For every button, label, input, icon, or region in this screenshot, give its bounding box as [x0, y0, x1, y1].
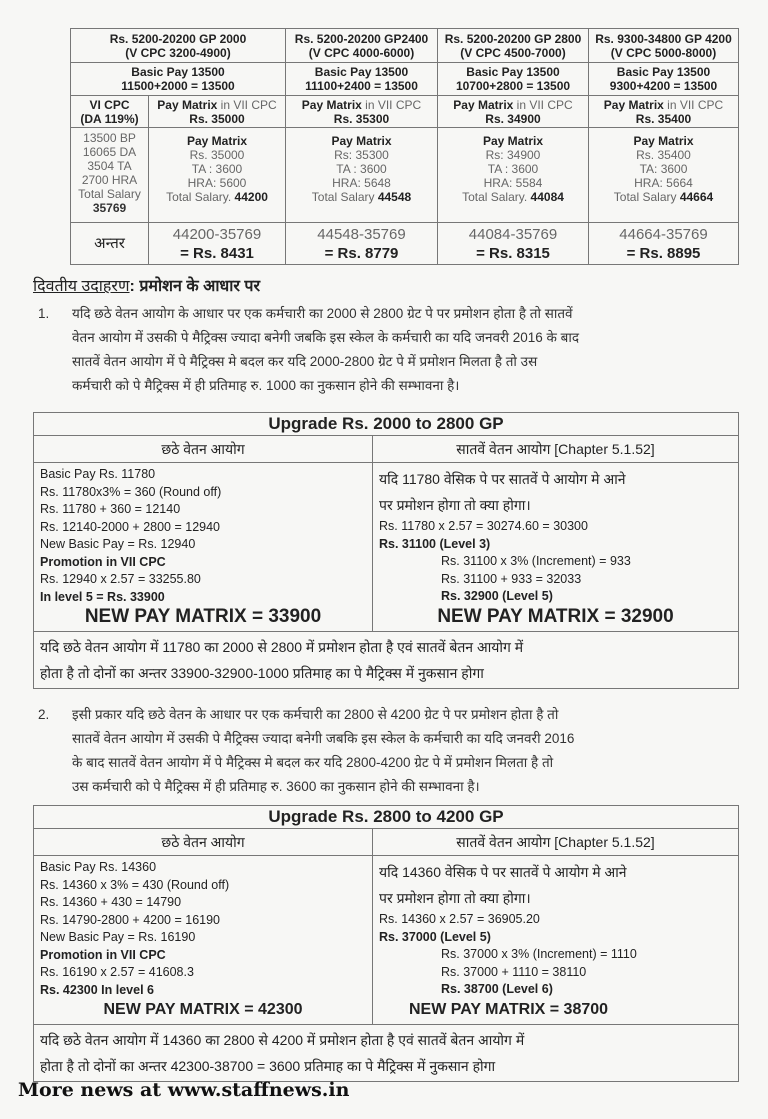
salary-detail-cell: Pay Matrix Rs. 35400 TA: 3600 HRA: 5664 Total Salary 44664: [589, 128, 739, 223]
pay-matrix-cell: Pay Matrix in VII CPC Rs. 35300: [286, 96, 438, 128]
vii-cpc-calculation: यदि 11780 वेसिक पे पर सातवें पे आयोग मे आने पर प्रमोशन होगा तो क्या होगा। Rs. 11780 x 2.57 = 30274.60 = 30300 Rs. 31100 (Level 3) Rs. 31100 x 3% (Increment) = 933 Rs. 31100 + 933 = 32033 Rs. 32900 (Level 5) NEW PAY MATRIX = 32900: [373, 463, 739, 632]
vii-cpc-column-header: सातवें वेतन आयोग [Chapter 5.1.52]: [373, 436, 739, 463]
vi-cpc-column-header: छठे वेतन आयोग: [34, 436, 373, 463]
paragraph-2: 2. इसी प्रकार यदि छठे वेतन के आधार पर एक कर्मचारी का 2800 से 4200 ग्रेट पे पर प्रमोशन होता है तो सातवें वेतन आयोग में उसकी पे मैट्रिक्स ज्यादा बनेगी जबकि इस स्केल के कर्मचारी का यदि जनवरी 2016 के बाद सातवें वेतन आयोग में पे मैट्रिक्स मे बदल कर यदि 2800-4200 ग्रेट पे में प्रमोशन मिलता है तो उस कर्मचारी को पे मैट्रिक्स में ही प्रतिमाह रु. 3600 का नुकसान होने की सम्भावना है।: [30, 703, 730, 799]
table-conclusion: यदि छठे वेतन आयोग में 14360 का 2800 से 4200 में प्रमोशन होता है एवं सातवें बेतन आयोग में होता है तो दोनों का अन्तर 42300-38700 = 3600 प्रतिमाह का पे मैट्रिक्स में नुकसान होगा: [34, 1025, 739, 1082]
new-pay-matrix: NEW PAY MATRIX = 38700: [409, 1000, 609, 1018]
difference-cell: 44200-35769 = Rs. 8431: [149, 223, 286, 265]
new-pay-matrix: NEW PAY MATRIX = 33900: [84, 606, 322, 627]
scale-header: Rs. 5200-20200 GP 2800 (V CPC 4500-7000): [438, 29, 589, 63]
difference-cell: 44664-35769 = Rs. 8895: [589, 223, 739, 265]
table-title: Upgrade Rs. 2800 to 4200 GP: [34, 806, 739, 829]
basic-pay-cell: Basic Pay 13500 11500+2000 = 13500: [71, 63, 286, 96]
scale-header: Rs. 9300-34800 GP 4200 (V CPC 5000-8000): [589, 29, 739, 63]
basic-pay-cell: Basic Pay 13500 9300+4200 = 13500: [589, 63, 739, 96]
table-conclusion: यदि छठे वेतन आयोग में 11780 का 2000 से 2800 में प्रमोशन होता है एवं सातवें बेतन आयोग में होता है तो दोनों का अन्तर 33900-32900-1000 प्रतिमाह का पे मैट्रिक्स में नुकसान होगा: [34, 632, 739, 689]
upgrade-2800-4200-table: [33, 805, 739, 1082]
vii-cpc-column-header: सातवें वेतन आयोग [Chapter 5.1.52]: [373, 829, 739, 856]
new-pay-matrix: NEW PAY MATRIX = 42300: [103, 1001, 303, 1018]
basic-pay-cell: Basic Pay 13500 11100+2400 = 13500: [286, 63, 438, 96]
new-pay-matrix: NEW PAY MATRIX = 32900: [437, 605, 674, 627]
vi-cpc-detail: 13500 BP 16065 DA 3504 TA 2700 HRA Total Salary 35769: [71, 128, 149, 223]
salary-detail-cell: Pay Matrix Rs: 34900 TA : 3600 HRA: 5584 Total Salary. 44084: [438, 128, 589, 223]
basic-pay-row: [71, 63, 739, 96]
paragraph-1: 1. यदि छठे वेतन आयोग के आधार पर एक कर्मचारी का 2000 से 2800 ग्रेट पे पर प्रमोशन होता है तो सातवें वेतन आयोग में उसकी पे मैट्रिक्स ज्यादा बनेगी जबकि इस स्केल के कर्मचारी का यदि जनवरी 2016 के बाद सातवें वेतन आयोग में पे मैट्रिक्स मे बदल कर यदि 2000-2800 ग्रेट पे में प्रमोशन मिलता है तो उस कर्मचारी को पे मैट्रिक्स में ही प्रतिमाह रु. 1000 का नुकसान होने की सम्भावना है।: [30, 302, 730, 398]
vi-cpc-calculation: Basic Pay Rs. 14360 Rs. 14360 x 3% = 430 (Round off) Rs. 14360 + 430 = 14790 Rs. 14790-2800 + 4200 = 16190 New Basic Pay = Rs. 16190 Promotion in VII CPC Rs. 16190 x 2.57 = 41608.3 Rs. 42300 In level 6 NEW PAY MATRIX = 42300: [34, 856, 373, 1025]
section-heading: दिवतीय उदाहरण: प्रमोशन के आधार पर: [33, 278, 261, 295]
vi-cpc-header: VI CPC (DA 119%): [71, 96, 149, 128]
scale-header: Rs. 5200-20200 GP2400 (V CPC 4000-6000): [286, 29, 438, 63]
pay-matrix-cell: Pay Matrix in VII CPC Rs. 34900: [438, 96, 589, 128]
table-title: Upgrade Rs. 2000 to 2800 GP: [34, 413, 739, 436]
difference-row: [71, 223, 739, 265]
upgrade-2000-2800-table: [33, 412, 739, 689]
pay-matrix-cell: Pay Matrix in VII CPC Rs. 35000: [149, 96, 286, 128]
vi-cpc-column-header: छठे वेतन आयोग: [34, 829, 373, 856]
scale-row: [71, 29, 739, 63]
difference-cell: 44548-35769 = Rs. 8779: [286, 223, 438, 265]
site-footer-link[interactable]: More news at www.staffnews.in: [18, 1079, 350, 1101]
vi-cpc-calculation: Basic Pay Rs. 11780 Rs. 11780x3% = 360 (Round off) Rs. 11780 + 360 = 12140 Rs. 12140-2000 + 2800 = 12940 New Basic Pay = Rs. 12940 Promotion in VII CPC Rs. 12940 x 2.57 = 33255.80 In level 5 = Rs. 33900 NEW PAY MATRIX = 33900: [34, 463, 373, 632]
salary-detail-cell: Pay Matrix Rs. 35000 TA : 3600 HRA: 5600 Total Salary. 44200: [149, 128, 286, 223]
salary-detail-row: [71, 128, 739, 223]
vii-cpc-calculation: यदि 14360 वेसिक पे पर सातवें पे आयोग मे आने पर प्रमोशन होगा तो क्या होगा। Rs. 14360 x 2.57 = 36905.20 Rs. 37000 (Level 5) Rs. 37000 x 3% (Increment) = 1110 Rs. 37000 + 1110 = 38110 Rs. 38700 (Level 6) NEW PAY MATRIX = 38700: [373, 856, 739, 1025]
pay-matrix-row: [71, 96, 739, 128]
scale-header: Rs. 5200-20200 GP 2000 (V CPC 3200-4900): [71, 29, 286, 63]
pay-matrix-cell: Pay Matrix in VII CPC Rs. 35400: [589, 96, 739, 128]
paragraph-number: 1.: [38, 306, 50, 321]
paragraph-number: 2.: [38, 707, 50, 722]
pay-comparison-table: [70, 28, 739, 265]
salary-detail-cell: Pay Matrix Rs: 35300 TA : 3600 HRA: 5648 Total Salary 44548: [286, 128, 438, 223]
basic-pay-cell: Basic Pay 13500 10700+2800 = 13500: [438, 63, 589, 96]
difference-cell: 44084-35769 = Rs. 8315: [438, 223, 589, 265]
antar-label: अन्तर: [71, 223, 149, 265]
